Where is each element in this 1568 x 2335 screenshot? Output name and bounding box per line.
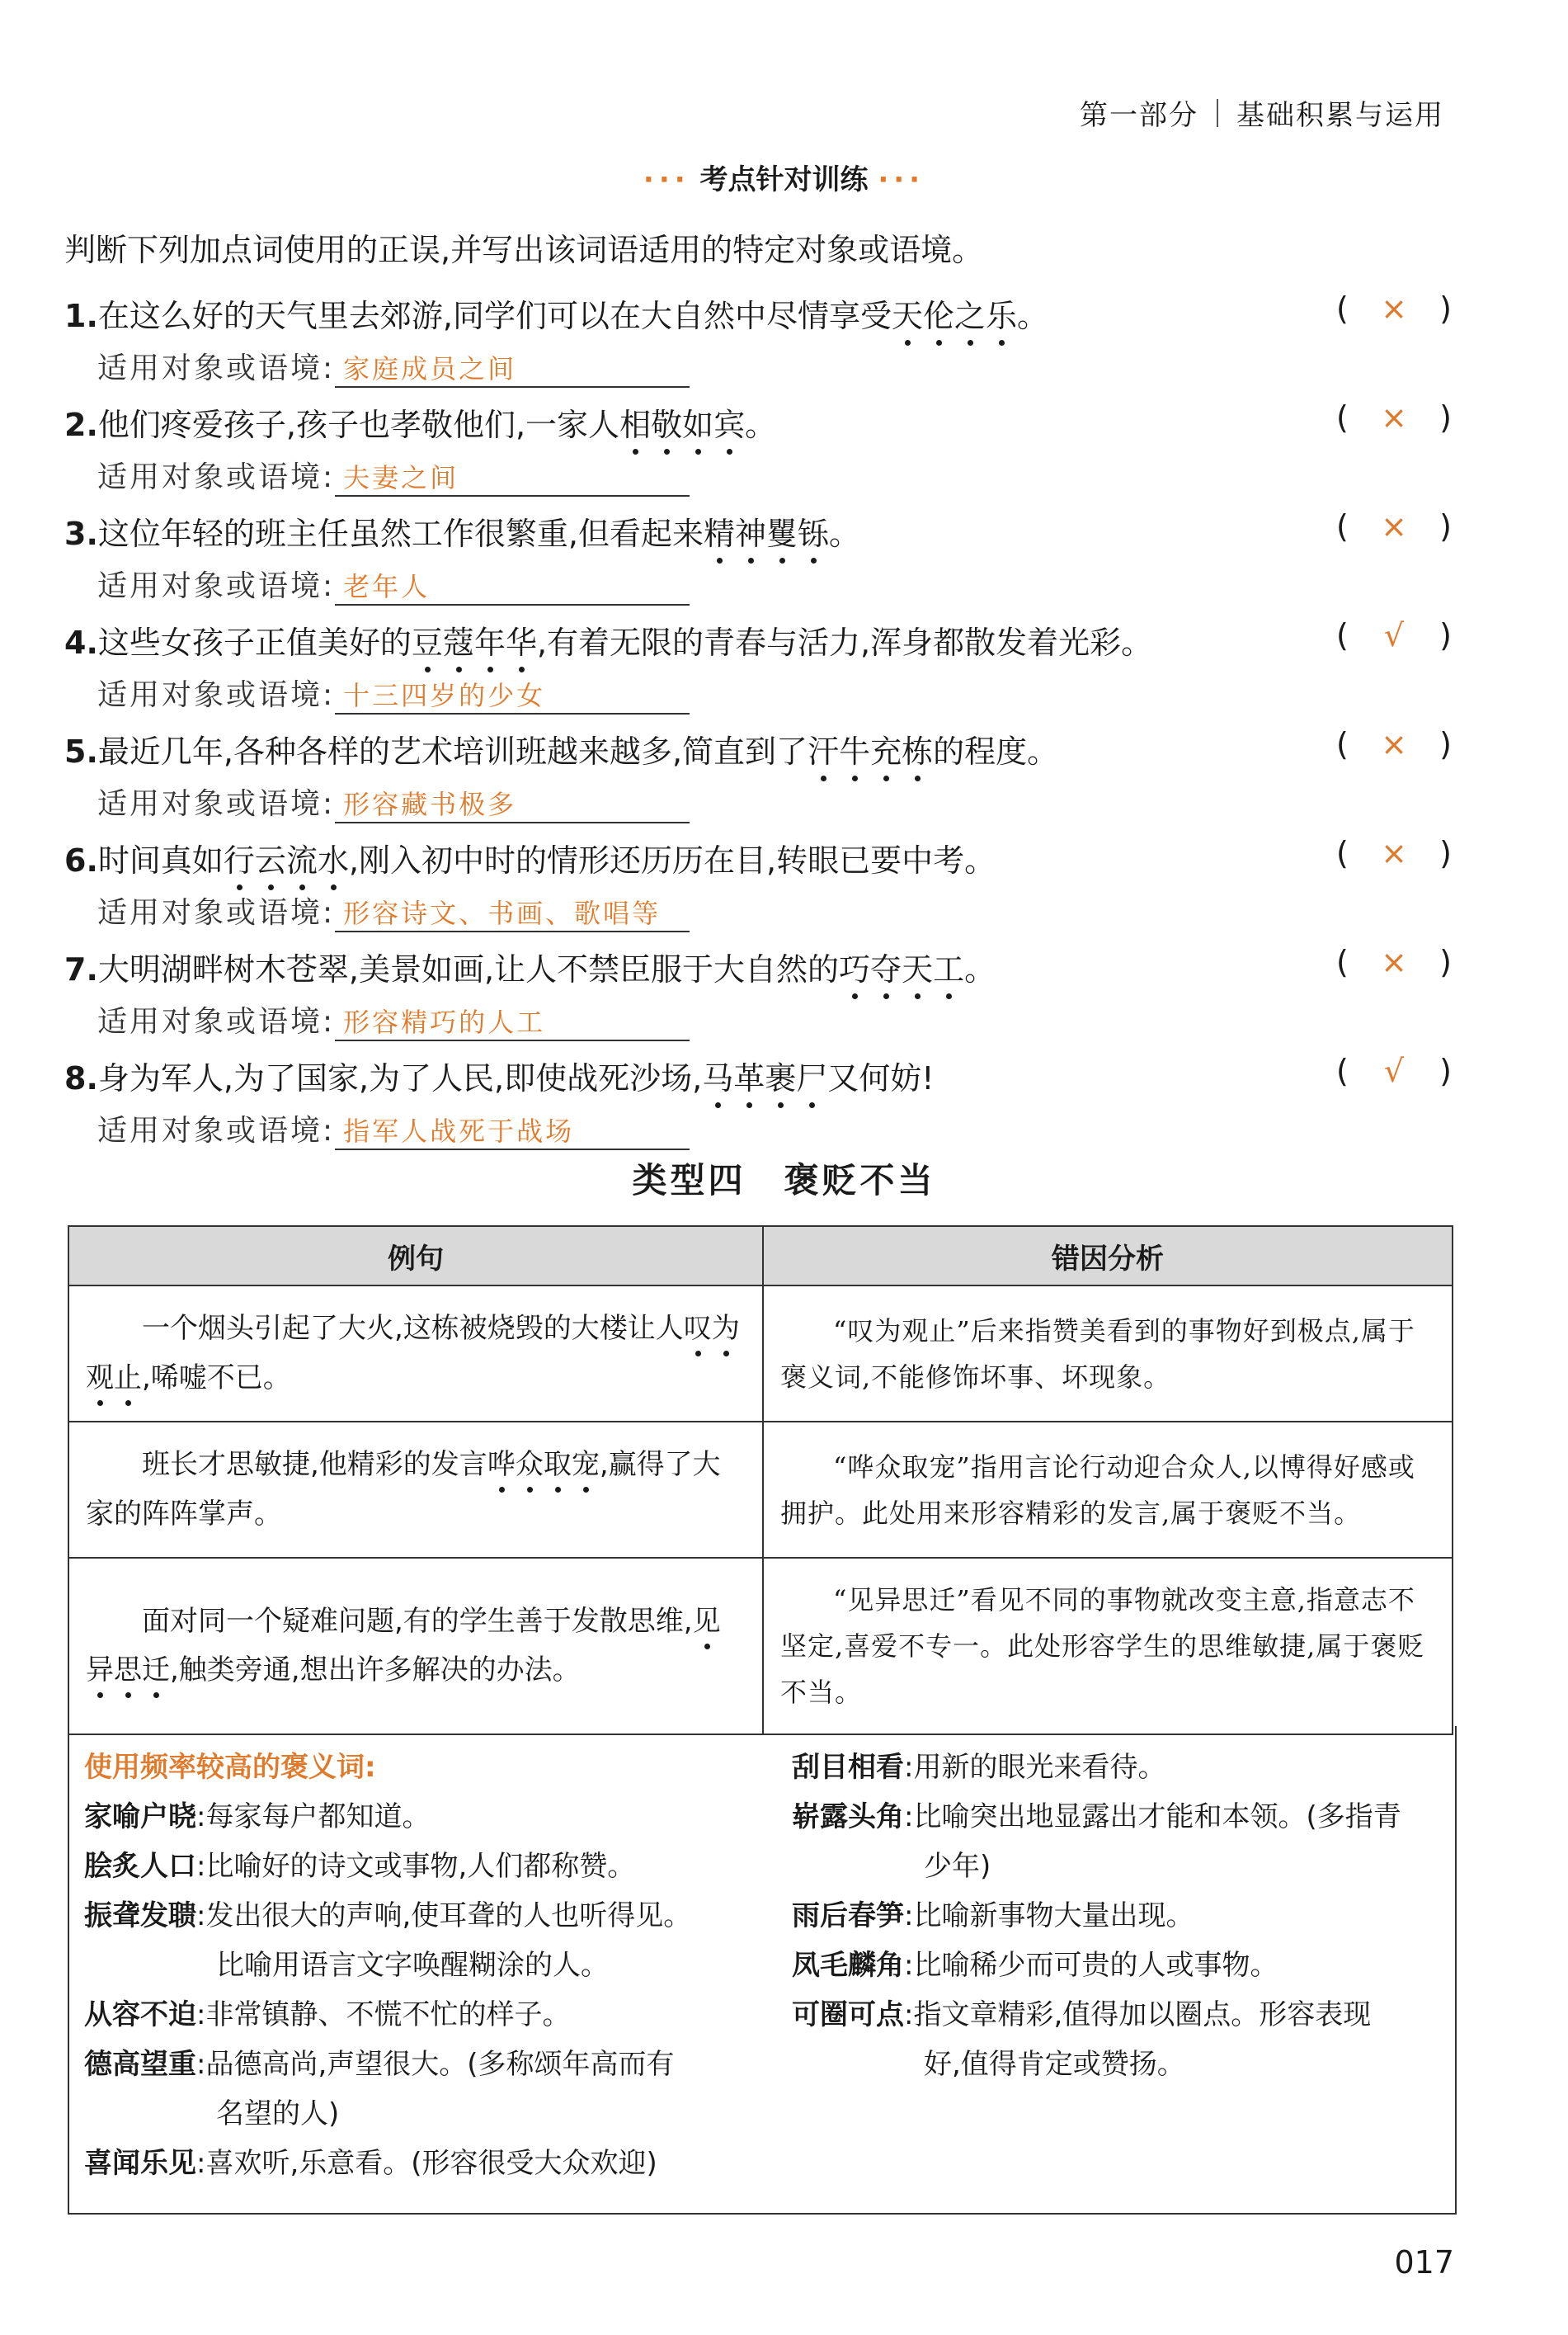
glossary-term: 可圈可点 (792, 1998, 904, 2031)
dotted-char: 矍 (766, 516, 798, 552)
paren-close: ) (1439, 617, 1452, 653)
colon: : (904, 1949, 914, 1982)
glossary-item (792, 1792, 1443, 1842)
dotted-char: 为 (711, 1312, 740, 1345)
glossary-term: 脍炙人口 (84, 1850, 196, 1883)
colon: : (196, 1850, 206, 1883)
dotted-char: 工 (933, 951, 965, 988)
question-3 (64, 508, 860, 554)
context-line (97, 345, 690, 388)
question-text-end: ,有着无限的青春与活力,浑身都散发着光彩。 (536, 625, 1153, 661)
dotted-char: 充 (870, 734, 902, 770)
answer-mark (1336, 508, 1452, 545)
dotted-char: 云 (254, 842, 286, 879)
paren-close: ) (1439, 944, 1452, 980)
dotted-char: 巧 (839, 951, 871, 988)
glossary-term: 崭露头角 (792, 1800, 904, 1833)
context-label: 适用对象或语境: (97, 678, 336, 712)
mark-value: × (1381, 944, 1407, 980)
glossary-definition: 指文章精彩,值得加以圈点。形容表现 (913, 1998, 1372, 2031)
glossary-item (84, 1792, 760, 1842)
context-line (97, 672, 690, 715)
paren-open: ( (1336, 617, 1349, 653)
dotted-char: 众 (515, 1448, 544, 1481)
glossary-item (84, 1842, 760, 1891)
paren-open: ( (1336, 1053, 1349, 1089)
dotted-char: 天 (902, 951, 934, 988)
type-title: 类型四 褒贬不当 (632, 1160, 936, 1201)
dotted-char: 取 (543, 1448, 572, 1481)
header-example: 例句 (68, 1226, 763, 1285)
question-text: 时间真如 (97, 842, 224, 879)
question-4 (64, 617, 1152, 663)
glossary-item (84, 2139, 760, 2188)
title-dots-left: ··· (643, 163, 690, 196)
dotted-char: 夺 (870, 951, 902, 988)
glossary-definition: 用新的眼光来看待。 (913, 1751, 1166, 1784)
answer-mark (1336, 835, 1452, 871)
paren-open: ( (1336, 944, 1349, 980)
answer-mark (1336, 290, 1452, 327)
dotted-char: 叹 (683, 1312, 712, 1345)
context-line (97, 563, 690, 606)
glossary-item (792, 1990, 1443, 2040)
dotted-char: 年 (473, 625, 506, 661)
question-8 (64, 1053, 935, 1098)
context-label: 适用对象或语境: (97, 351, 336, 385)
dotted-char: 神 (735, 516, 767, 552)
paren-close: ) (1439, 726, 1452, 762)
paren-open: ( (1336, 399, 1349, 436)
mark-value: √ (1383, 1053, 1405, 1089)
dotted-idiom (892, 298, 1017, 334)
page-number: 017 (1394, 2244, 1454, 2281)
context-label: 适用对象或语境: (97, 1114, 336, 1148)
paren-close: ) (1439, 290, 1452, 327)
glossary-item (792, 1891, 1443, 1941)
dotted-char: 栋 (902, 734, 934, 770)
question-text-end: 的程度。 (933, 734, 1059, 770)
glossary-term: 德高望重 (84, 2048, 196, 2081)
question-text: 这些女孩子正值美好的 (97, 625, 412, 661)
dotted-idiom (412, 625, 537, 661)
colon: : (196, 2147, 206, 2180)
dotted-char: 迁 (142, 1653, 170, 1686)
dotted-idiom (487, 1448, 600, 1481)
header-part: 第一部分 (1080, 99, 1198, 132)
dotted-char: 之 (954, 298, 986, 334)
context-answer: 形容精巧的人工 (335, 1002, 690, 1041)
header-divider (1217, 99, 1218, 127)
context-label: 适用对象或语境: (97, 787, 336, 821)
question-text: 身为军人,为了国家,为了人民,即使战死沙场, (97, 1060, 703, 1097)
glossary-right-column (792, 1743, 1443, 2089)
example-text: 班长才思敏捷,他精彩的发言 (142, 1448, 487, 1481)
glossary-definition: 每家每户都知道。 (205, 1800, 431, 1833)
question-7 (64, 944, 996, 989)
dotted-char: 水 (317, 842, 349, 879)
dotted-idiom (702, 1060, 827, 1097)
question-text-end: 又何妨! (827, 1060, 935, 1097)
glossary-term: 喜闻乐见 (84, 2147, 196, 2180)
context-answer: 十三四岁的少女 (335, 675, 690, 715)
question-number: 5. (64, 734, 98, 770)
glossary-definition: 比喻新事物大量出现。 (913, 1899, 1194, 1932)
glossary-item (792, 1941, 1443, 1990)
answer-mark (1336, 617, 1452, 653)
question-text: 在这么好的天气里去郊游,同学们可以在大自然中尽情享受 (97, 298, 892, 334)
colon: : (196, 2048, 206, 2081)
dotted-char: 汗 (808, 734, 840, 770)
dotted-char: 伦 (923, 298, 955, 334)
dotted-char: 宾 (713, 407, 746, 443)
question-text: 大明湖畔树木苍翠,美景如画,让人不禁臣服于大自然的 (97, 951, 840, 988)
example-text-end: ,触类旁通,想出许多解决的办法。 (170, 1653, 581, 1686)
context-line (97, 781, 690, 823)
section-title-text: 考点针对训练 (699, 163, 869, 196)
dotted-char: 豆 (411, 625, 443, 661)
context-answer: 老年人 (335, 566, 690, 606)
context-answer: 夫妻之间 (335, 457, 690, 497)
mark-value: √ (1383, 617, 1405, 653)
question-number: 7. (64, 951, 98, 988)
context-label: 适用对象或语境: (97, 569, 336, 603)
glossary-item (84, 2040, 760, 2089)
mark-value: × (1381, 835, 1407, 871)
glossary-item (84, 1891, 760, 1941)
context-label: 适用对象或语境: (97, 460, 336, 494)
glossary-term: 从容不迫 (84, 1998, 196, 2031)
dotted-idiom (839, 951, 964, 988)
question-text-end: 。 (745, 407, 777, 443)
paren-open: ( (1336, 835, 1349, 871)
glossary-definition: 比喻稀少而可贵的人或事物。 (913, 1949, 1278, 1982)
colon: : (904, 1751, 914, 1784)
dotted-char: 宠 (571, 1448, 600, 1481)
table-row (68, 1285, 1453, 1422)
dotted-char: 见 (692, 1604, 721, 1638)
colon: : (904, 1800, 914, 1833)
answer-mark (1336, 399, 1452, 436)
mark-value: × (1381, 399, 1407, 436)
example-text-end: ,唏嘘不已。 (142, 1361, 291, 1394)
answer-mark (1336, 726, 1452, 762)
paren-close: ) (1439, 508, 1452, 545)
table-row (68, 1422, 1453, 1558)
glossary-title: 使用频率较高的褒义词: (84, 1751, 376, 1784)
table-header-row (68, 1226, 1453, 1285)
header-analysis: 错因分析 (763, 1226, 1453, 1285)
glossary-definition: 非常镇静、不慌不忙的样子。 (205, 1998, 571, 2031)
question-text-end: ,刚入初中时的情形还历历在目,转眼已要中考。 (348, 842, 996, 879)
dotted-char: 马 (702, 1060, 734, 1097)
glossary-term: 凤毛麟角 (792, 1949, 904, 1982)
colon: : (196, 1998, 206, 2031)
dotted-char: 裹 (765, 1060, 797, 1097)
dotted-char: 牛 (839, 734, 871, 770)
dotted-idiom (619, 407, 745, 443)
question-1 (64, 290, 1048, 336)
context-line (97, 889, 690, 932)
question-number: 6. (64, 842, 98, 879)
question-text: 这位年轻的班主任虽然工作很繁重,但看起来 (97, 516, 704, 552)
page-header (1080, 92, 1444, 133)
glossary-definition-cont: 少年) (924, 1850, 991, 1883)
analysis-cell: “见异思迁”看见不同的事物就改变主意,指意志不坚定,喜爱不专一。此处形容学生的思维敏捷,属于褒贬不当。 (763, 1558, 1453, 1734)
glossary-term: 雨后春笋 (792, 1899, 904, 1932)
context-answer: 家庭成员之间 (335, 348, 690, 388)
question-text-end: 。 (829, 516, 861, 552)
question-6 (64, 835, 996, 880)
mark-value: × (1381, 726, 1407, 762)
question-number: 8. (64, 1060, 98, 1097)
dotted-char: 乐 (986, 298, 1018, 334)
question-number: 3. (64, 516, 98, 552)
question-text: 最近几年,各种各样的艺术培训班越来越多,简直到了 (97, 734, 808, 770)
glossary-definition: 比喻突出地显露出才能和本领。(多指青 (913, 1800, 1401, 1833)
dotted-char: 流 (285, 842, 318, 879)
analysis-cell: “哗众取宠”指用言论行动迎合众人,以博得好感或拥护。此处用来形容精彩的发言,属于褒贬不当。 (763, 1422, 1453, 1558)
question-5 (64, 726, 1058, 771)
dotted-char: 止 (114, 1361, 142, 1394)
dotted-idiom (704, 516, 829, 552)
paren-open: ( (1336, 508, 1349, 545)
example-cell (68, 1285, 763, 1422)
dotted-char: 革 (733, 1060, 765, 1097)
instruction: 判断下列加点词使用的正误,并写出该词语适用的特定对象或语境。 (64, 232, 984, 268)
question-number: 2. (64, 407, 98, 443)
question-text-end: 。 (964, 951, 996, 988)
context-answer: 指军人战死于战场 (335, 1111, 690, 1150)
dotted-idiom (808, 734, 933, 770)
dotted-char: 精 (703, 516, 735, 552)
colon: : (904, 1899, 914, 1932)
colon: : (196, 1899, 206, 1932)
dotted-char: 蔻 (442, 625, 474, 661)
example-cell (68, 1558, 763, 1734)
dotted-char: 观 (86, 1361, 114, 1394)
context-label: 适用对象或语境: (97, 1005, 336, 1039)
answer-mark (1336, 1053, 1452, 1089)
paren-open: ( (1336, 726, 1349, 762)
glossary-definition: 发出很大的声响,使耳聋的人也听得见。 (205, 1899, 692, 1932)
dotted-char: 敬 (651, 407, 683, 443)
dotted-char: 铄 (798, 516, 830, 552)
question-text-end: 。 (1017, 298, 1049, 334)
colon: : (196, 1800, 206, 1833)
glossary-definition: 喜欢听,乐意看。(形容很受大众欢迎) (205, 2147, 657, 2180)
dotted-char: 华 (505, 625, 537, 661)
example-text: 面对同一个疑难问题,有的学生善于发散思维, (142, 1604, 693, 1638)
glossary-term: 刮目相看 (792, 1751, 904, 1784)
glossary-definition-cont: 好,值得肯定或赞扬。 (924, 2048, 1185, 2081)
dotted-char: 相 (619, 407, 652, 443)
example-cell (68, 1422, 763, 1558)
example-text: 一个烟头引起了大火,这栋被烧毁的大楼让人 (142, 1312, 684, 1345)
glossary-item (84, 1990, 760, 2040)
glossary-left-column (84, 1743, 760, 2188)
dotted-idiom (224, 842, 349, 879)
dotted-char: 天 (891, 298, 923, 334)
context-line (97, 1107, 690, 1150)
glossary-definition-cont: 名望的人) (216, 2097, 340, 2130)
question-text: 他们疼爱孩子,孩子也孝敬他们,一家人 (97, 407, 620, 443)
paren-close: ) (1439, 1053, 1452, 1089)
context-label: 适用对象或语境: (97, 896, 336, 930)
dotted-char: 异 (86, 1653, 114, 1686)
context-answer: 形容藏书极多 (335, 784, 690, 823)
example-table (68, 1225, 1453, 1735)
context-line (97, 454, 690, 497)
analysis-cell: “叹为观止”后来指赞美看到的事物好到极点,属于褒义词,不能修饰坏事、坏现象。 (763, 1285, 1453, 1422)
context-answer: 形容诗文、书画、歌唱等 (335, 893, 690, 932)
dotted-char: 尸 (796, 1060, 828, 1097)
section-title (0, 157, 1568, 197)
question-number: 4. (64, 625, 98, 661)
dotted-char: 如 (682, 407, 714, 443)
dotted-char: 思 (114, 1653, 142, 1686)
glossary-definition-cont: 比喻用语言文字唤醒糊涂的人。 (216, 1949, 609, 1982)
context-line (97, 998, 690, 1041)
title-dots-right: ··· (878, 163, 925, 196)
mark-value: × (1381, 290, 1407, 327)
answer-mark (1336, 944, 1452, 980)
glossary-definition: 比喻好的诗文或事物,人们都称赞。 (205, 1850, 636, 1883)
header-section: 基础积累与运用 (1236, 99, 1444, 132)
glossary-term: 家喻户晓 (84, 1800, 196, 1833)
question-2 (64, 399, 776, 445)
glossary-term: 振聋发聩 (84, 1899, 196, 1932)
table-row (68, 1558, 1453, 1734)
glossary-item (792, 1743, 1443, 1792)
mark-value: × (1381, 508, 1407, 545)
glossary-definition: 品德高尚,声望很大。(多称颂年高而有 (205, 2048, 675, 2081)
question-number: 1. (64, 298, 98, 334)
paren-open: ( (1336, 290, 1349, 327)
colon: : (904, 1998, 914, 2031)
example-text-end: ,赢得了大家的阵阵掌声。 (86, 1448, 721, 1531)
dotted-char: 哗 (487, 1448, 516, 1481)
dotted-char: 行 (223, 842, 255, 879)
paren-close: ) (1439, 835, 1452, 871)
paren-close: ) (1439, 399, 1452, 436)
